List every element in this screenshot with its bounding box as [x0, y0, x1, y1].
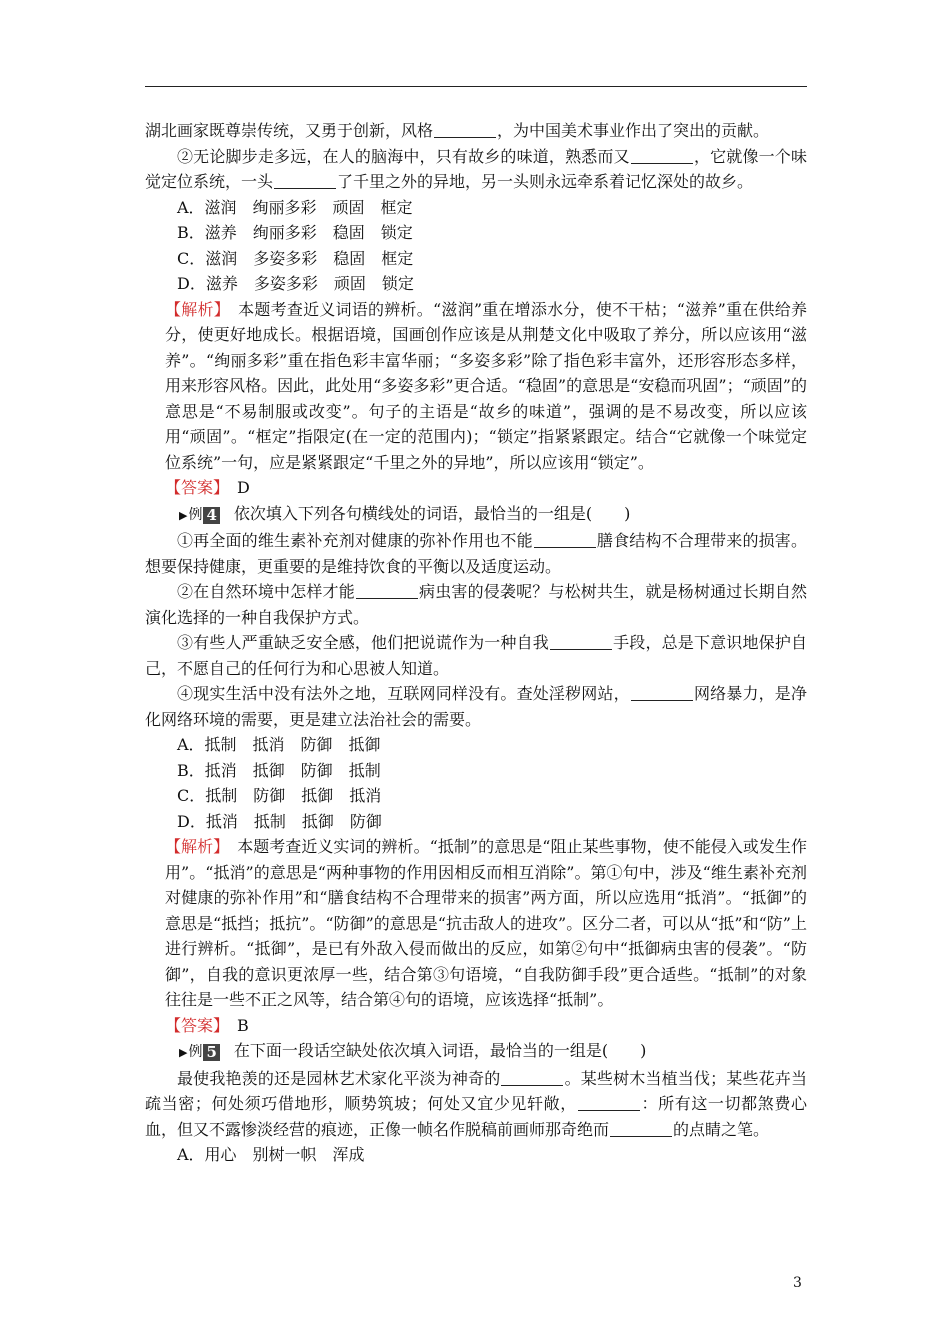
answer-blank[interactable]: [434, 123, 496, 138]
option-c: C．抵制 防御 抵御 抵消: [177, 786, 382, 805]
answer-blank[interactable]: [610, 1122, 672, 1137]
q3-sentence-2: ②无论脚步走多远，在人的脑海中，只有故乡的味道，熟悉而又 ，它就像一个味觉定位系统，一头 了千里之外的异地，另一头则永远牵系着记忆深处的故乡。: [145, 146, 807, 191]
answer-blank[interactable]: [631, 686, 693, 701]
q3-continued-line: 湖北画家既尊崇传统，又勇于创新，风格 ，为中国美术事业作出了突出的贡献。: [145, 121, 770, 140]
example-4-sentence-4: ④现实生活中没有法外之地，互联网同样没有。查处淫秽网站， 网络暴力，是净化网络环境的需要，更是建立法治社会的需要。: [145, 684, 807, 729]
answer-blank[interactable]: [550, 635, 612, 650]
option-c: C．滋润 多姿多彩 稳固 框定: [177, 248, 414, 268]
answer-blank[interactable]: [274, 174, 336, 189]
option-a: A．抵制 抵消 防御 抵御: [177, 735, 381, 754]
answer-line: 【答案】 D: [165, 478, 250, 497]
analysis-tag: 【解析】: [165, 299, 222, 319]
answer-blank[interactable]: [578, 1096, 640, 1111]
answer-blank[interactable]: [501, 1071, 563, 1086]
example-marker: ▶ 例 5: [145, 1040, 220, 1066]
analysis-paragraph: 【解析】 本题考查近义词语的辨析。“滋润”重在增添水分，使不干枯；“滋养”重在供给养分，使更好地成长。根据语境，国画创作应该是从荆楚文化中吸取了养分，所以应该用“滋养”。“绚丽多彩”重在指色彩丰富华丽；“多姿多彩”除了指色彩丰富外，还形容形态多样，用来形容风格。因此，此处用“多姿多彩”更合适。“稳固”的意思是“安稳而巩固”；“顽固”的意思是“不易制服或改变”。句子的主语是“故乡的味道”，强调的是不易改变，所以应该用“顽固”。“框定”指限定(在一定的范围内)；“锁定”指紧紧跟定。结合“它就像一个味觉定位系统”一句，应是紧紧跟定“千里之外的异地”，所以应该用“锁定”。: [165, 299, 807, 472]
example-5-passage: 最使我艳羡的还是园林艺术家化平淡为神奇的 。某些树木当植当伐；某些花卉当疏当密；何处须巧借地形，顺势筑坡；何处又宜少见轩敞， ：所有这一切都煞费心血，但又不露惨淡经营的痕迹，正像一帧名作脱稿前画师那奇绝而 的点睛之笔。: [145, 1068, 807, 1139]
analysis-paragraph: 【解析】 本题考查近义实词的辨析。“抵制”的意思是“阻止某些事物，使不能侵入或发生作用”。“抵消”的意思是“两种事物的作用因相反而相互消除”。第①句中，涉及“维生素补充剂对健康的弥补作用”和“膳食结构不合理带来的损害”两方面，所以应选用“抵消”。“抵御”的意思是“抵挡；抵抗”。“防御”的意思是“抗击敌人的进攻”。区分二者，可以从“抵”和“防”上进行辨析。“抵御”，是已有外敌入侵而做出的反应，如第②句中“抵御病虫害的侵袭”。“防御”，自我的意识更浓厚一些，结合第③句语境，“自我防御手段”更合适些。“抵制”的对象往往是一些不正之风等，结合第④句的语境，应该选择“抵制”。: [165, 837, 807, 1009]
option-b: B．滋养 绚丽多彩 稳固 锁定: [177, 223, 413, 242]
answer-tag: 【答案】: [165, 1015, 222, 1035]
triangle-icon: ▶: [179, 508, 188, 522]
option-b: B．抵消 抵御 防御 抵制: [177, 760, 381, 780]
answer-blank[interactable]: [631, 149, 693, 164]
example-4-sentence-1: ①再全面的维生素补充剂对健康的弥补作用也不能 膳食结构不合理带来的损害。想要保持健康，更重要的是维持饮食的平衡以及适度运动。: [145, 531, 807, 576]
option-a: A．用心 别树一帜 浑成: [177, 1145, 365, 1164]
option-d: D．滋养 多姿多彩 顽固 锁定: [177, 274, 414, 293]
analysis-tag: 【解析】: [165, 837, 222, 856]
triangle-icon: ▶: [179, 1046, 188, 1059]
example-4-sentence-2: ②在自然环境中怎样才能 病虫害的侵袭呢？与松树共生，就是杨树通过长期自然演化选择的一种自我保护方式。: [145, 582, 807, 627]
answer-tag: 【答案】: [165, 478, 222, 497]
option-d: D．抵消 抵制 抵御 防御: [177, 811, 382, 831]
page-content: [145, 118, 807, 1168]
answer-line: 【答案】 B: [165, 1015, 249, 1035]
header-rule: [145, 86, 807, 87]
option-a: A．滋润 绚丽多彩 顽固 框定: [177, 197, 413, 217]
example-marker: ▶ 例 4: [145, 503, 220, 529]
example-5-stem: ▶ 例 5 在下面一段话空缺处依次填入词语，最恰当的一组是( ): [145, 1038, 807, 1066]
example-4-stem: ▶ 例 4 依次填入下列各句横线处的词语，最恰当的一组是( ): [145, 501, 807, 529]
answer-blank[interactable]: [534, 533, 596, 548]
answer-blank[interactable]: [356, 584, 418, 599]
example-4-sentence-3: ③有些人严重缺乏安全感，他们把说谎作为一种自我 手段，总是下意识地保护自己，不愿自己的任何行为和心思被人知道。: [145, 633, 807, 678]
page-number: 3: [793, 1275, 802, 1291]
